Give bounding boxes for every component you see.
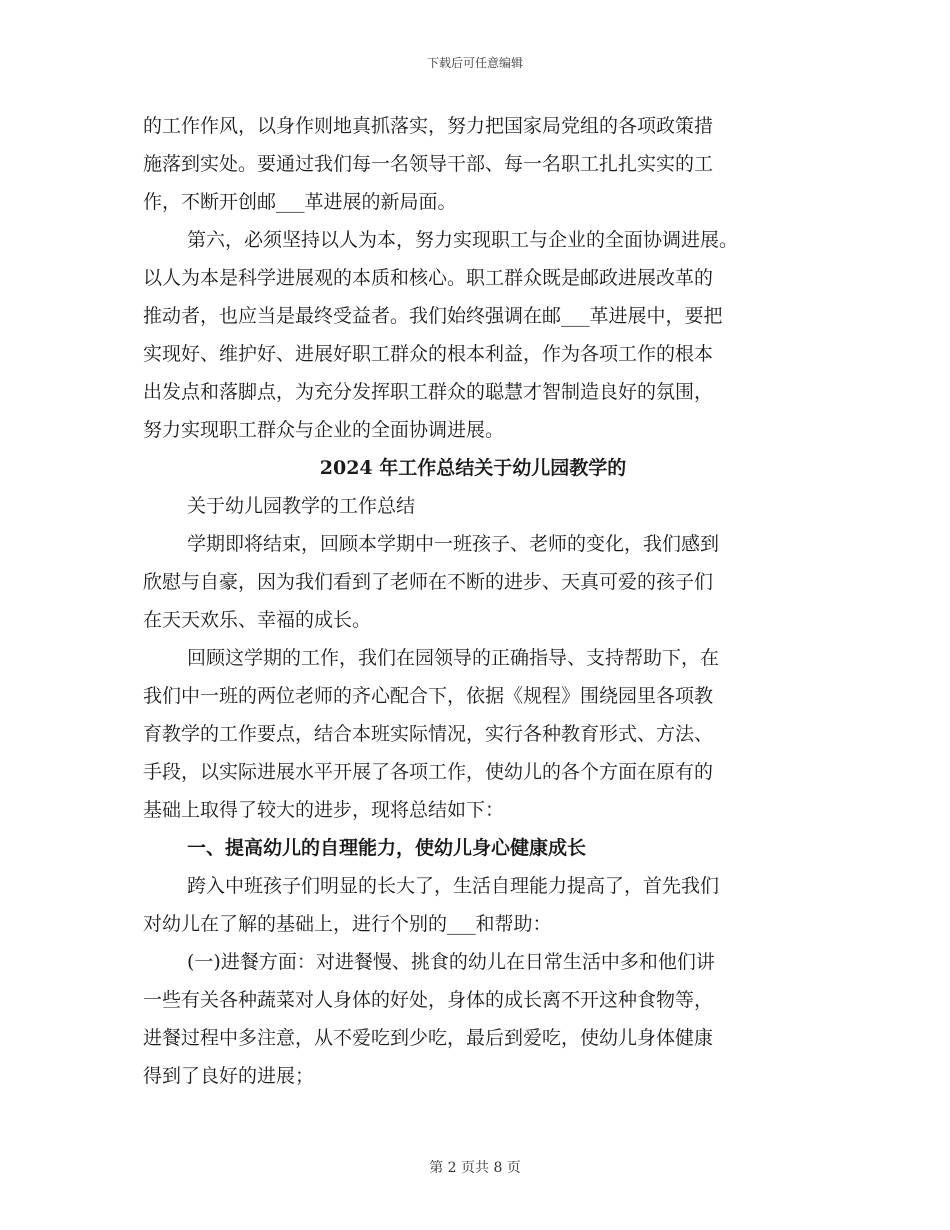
text-line: 一些有关各种蔬菜对人身体的好处，身体的成长离不开这种食物等， [143,989,714,1011]
section-heading: 一、提高幼儿的自理能力，使幼儿身心健康成长 [187,837,587,859]
text-line: 在天天欢乐、幸福的成长。 [143,609,372,631]
page-header: 下载后可任意编辑 [426,56,523,70]
text-line: 育教学的工作要点，结合本班实际情况，实行各种教育形式、方法、 [143,723,714,745]
text-line: 的工作作风，以身作则地真抓落实，努力把国家局党组的各项政策措 [143,115,714,137]
text-line: 施落到实处。要通过我们每一名领导干部、每一名职工扎扎实实的工 [143,153,714,175]
text-line: 对幼儿在了解的基础上，进行个别的___和帮助： [143,913,552,935]
text-line: 进餐过程中多注意，从不爱吃到少吃，最后到爱吃，使幼儿身体健康 [143,1027,714,1049]
text-line: 实现好、维护好、进展好职工群众的根本利益，作为各项工作的根本 [143,343,714,365]
text-line: 跨入中班孩子们明显的长大了，生活自理能力提高了，首先我们 [187,875,720,897]
page-footer: 第 2 页共 8 页 [429,1160,521,1176]
section-title: 2024 年工作总结关于幼儿园教学的 [319,457,627,479]
text-line: 欣慰与自豪，因为我们看到了老师在不断的进步、天真可爱的孩子们 [143,571,714,593]
document-body [143,107,803,1095]
text-line: 基础上取得了较大的进步，现将总结如下： [143,799,505,821]
text-line: (一)进餐方面：对进餐慢、挑食的幼儿在日常生活中多和他们讲 [187,951,715,973]
text-line: 回顾这学期的工作，我们在园领导的正确指导、支持帮助下，在 [187,647,720,669]
text-line: 出发点和落脚点，为充分发挥职工群众的聪慧才智制造良好的氛围， [143,381,714,403]
text-line: 学期即将结束，回顾本学期中一班孩子、老师的变化，我们感到 [187,533,720,555]
text-line: 以人为本是科学进展观的本质和核心。职工群众既是邮政进展改革的 [143,267,714,289]
text-line: 努力实现职工群众与企业的全面协调进展。 [143,419,505,441]
text-line: 手段，以实际进展水平开展了各项工作，使幼儿的各个方面在原有的 [143,761,714,783]
text-line: 我们中一班的两位老师的齐心配合下，依据《规程》围绕园里各项教 [143,685,714,707]
text-line: 得到了良好的进展； [143,1065,315,1087]
text-line: 关于幼儿园教学的工作总结 [187,495,416,517]
text-line: 作，不断开创邮___革进展的新局面。 [143,191,457,213]
text-line: 推动者，也应当是最终受益者。我们始终强调在邮___革进展中，要把 [143,305,723,327]
text-line: 第六，必须坚持以人为本，努力实现职工与企业的全面协调进展。 [187,229,739,251]
